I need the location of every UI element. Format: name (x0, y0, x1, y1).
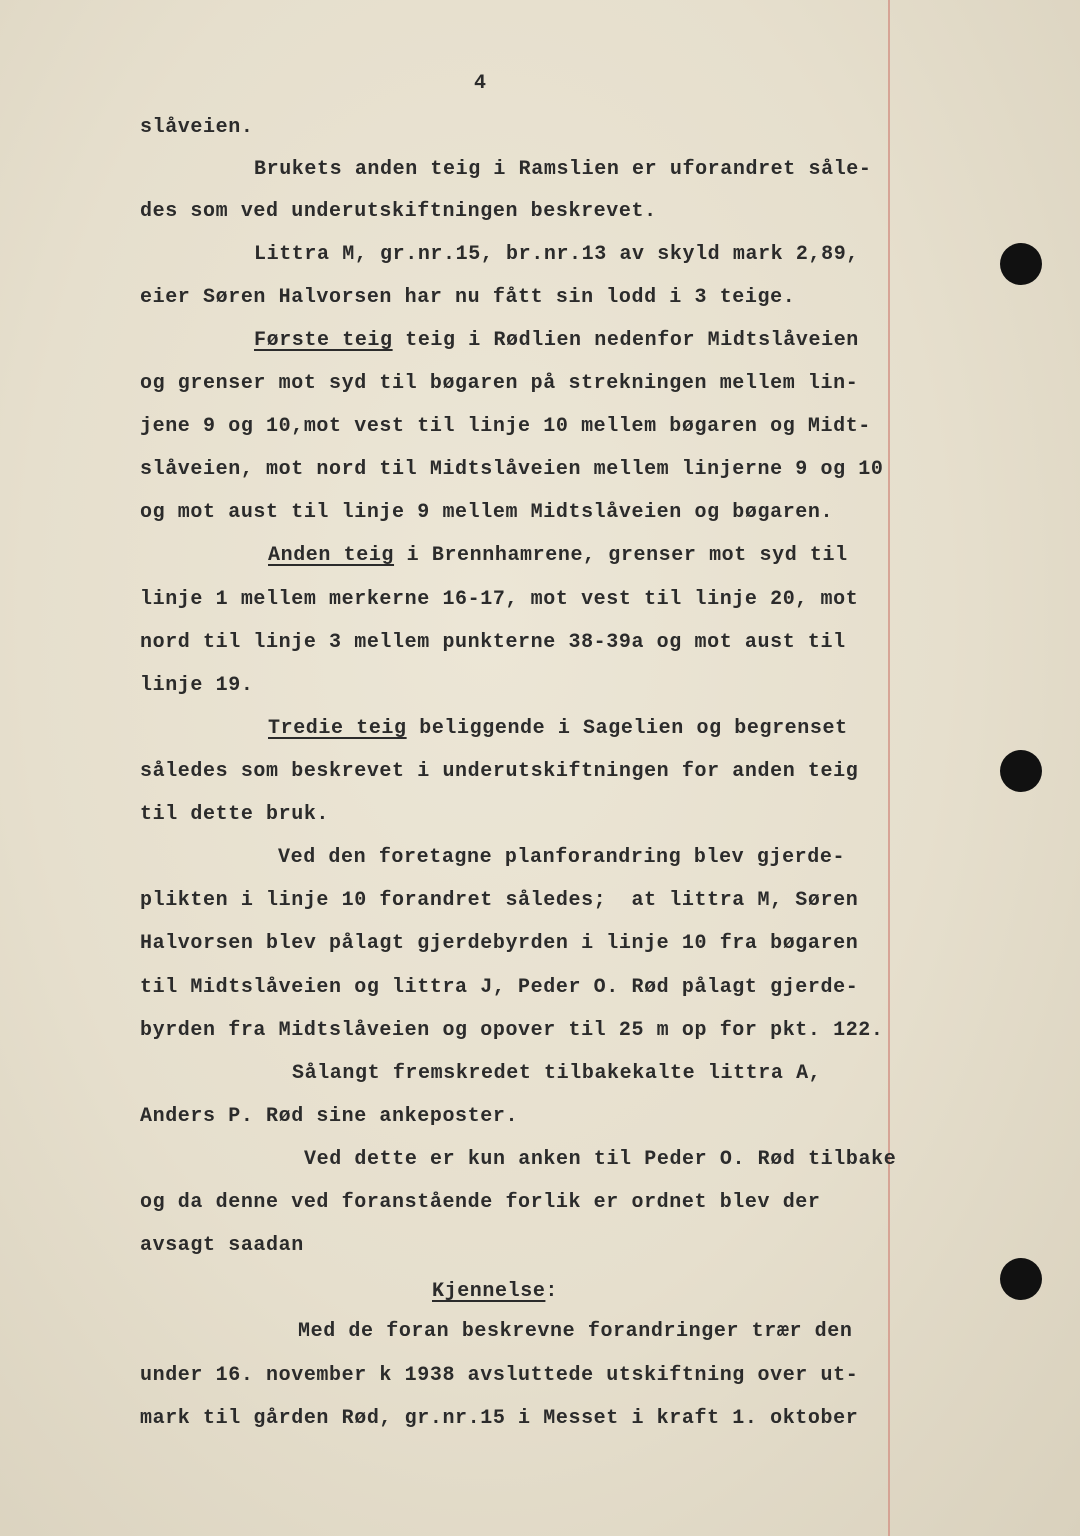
text-segment: teig i Rødlien nedenfor Midtslåveien (392, 329, 859, 352)
text-line (140, 458, 884, 482)
text-line (304, 1148, 896, 1172)
text-segment: plikten i linje 10 forandret således; at littra M, Søren (140, 889, 859, 912)
text-segment: : (545, 1280, 559, 1303)
punch-hole-bottom (1000, 1258, 1042, 1300)
text-line (140, 200, 657, 224)
text-line (140, 932, 858, 956)
text-line (254, 158, 872, 182)
text-segment: Ved dette er kun anken til Peder O. Rød tilbake (304, 1148, 897, 1171)
text-line (140, 116, 253, 140)
text-line (140, 286, 795, 310)
margin-rule (888, 0, 890, 1536)
text-segment: Ved den foretagne planforandring blev gjerde- (278, 846, 846, 869)
text-segment: Littra M, gr.nr.15, br.nr.13 av skyld mark 2,89, (254, 243, 859, 266)
text-line (140, 372, 858, 396)
text-segment: i Brennhamrene, grenser mot syd til (394, 544, 848, 567)
text-segment: mark til gården Rød, gr.nr.15 i Messet i kraft 1. oktober (140, 1407, 859, 1430)
text-line (278, 846, 845, 870)
text-line (140, 976, 858, 1000)
text-segment: og grenser mot syd til bøgaren på strekningen mellem lin- (140, 372, 859, 395)
text-segment: Halvorsen blev pålagt gjerdebyrden i linje 10 fra bøgaren (140, 932, 859, 955)
text-line (140, 889, 858, 913)
text-line (254, 329, 859, 353)
text-line (140, 501, 833, 525)
text-segment: beliggende i Sagelien og begrenset (406, 717, 848, 740)
text-segment: Med de foran beskrevne forandringer trær den (298, 1320, 853, 1343)
text-line (140, 1234, 304, 1258)
text-segment: des som ved underutskiftningen beskrevet. (140, 200, 657, 223)
text-segment: under 16. november k 1938 avsluttede utskiftning over ut- (140, 1364, 859, 1387)
text-line (140, 803, 329, 827)
text-segment: jene 9 og 10,mot vest til linje 10 mellem bøgaren og Midt- (140, 415, 871, 438)
underlined-heading: Tredie teig (268, 717, 407, 740)
text-segment: avsagt saadan (140, 1234, 304, 1257)
text-line (432, 1280, 558, 1304)
text-line (268, 544, 848, 568)
text-segment: slåveien, mot nord til Midtslåveien mellem linjerne 9 og 10 (140, 458, 884, 481)
text-line (140, 1105, 518, 1129)
text-segment: linje 1 mellem merkerne 16-17, mot vest til linje 20, mot (140, 588, 859, 611)
underlined-heading: Første teig (254, 329, 393, 352)
text-segment: Anders P. Rød sine ankeposter. (140, 1105, 519, 1128)
text-segment: linje 19. (140, 674, 254, 697)
text-segment: til dette bruk. (140, 803, 330, 826)
text-line (140, 1019, 884, 1043)
text-line (140, 631, 846, 655)
page-number: 4 (474, 72, 487, 95)
text-line (292, 1062, 821, 1086)
text-line (268, 717, 848, 741)
underlined-heading: Kjennelse (432, 1280, 546, 1303)
text-segment: Brukets anden teig i Ramslien er uforandret såle- (254, 158, 872, 181)
punch-hole-middle (1000, 750, 1042, 792)
text-segment: således som beskrevet i underutskiftningen for anden teig (140, 760, 859, 783)
text-line (140, 588, 858, 612)
text-line (140, 1191, 821, 1215)
underlined-heading: Anden teig (268, 544, 395, 567)
text-segment: nord til linje 3 mellem punkterne 38-39a og mot aust til (140, 631, 846, 654)
text-segment: og mot aust til linje 9 mellem Midtslåveien og bøgaren. (140, 501, 834, 524)
text-line (140, 1407, 858, 1431)
text-line (140, 415, 871, 439)
text-segment: eier Søren Halvorsen har nu fått sin lodd i 3 teige. (140, 286, 796, 309)
text-segment: Sålangt fremskredet tilbakekalte littra A, (292, 1062, 822, 1085)
text-segment: byrden fra Midtslåveien og opover til 25 m op for pkt. 122. (140, 1019, 884, 1042)
text-line (254, 243, 859, 267)
text-segment: og da denne ved foranstående forlik er ordnet blev der (140, 1191, 821, 1214)
text-line (140, 1364, 858, 1388)
punch-hole-top (1000, 243, 1042, 285)
text-segment: slåveien. (140, 116, 254, 139)
text-line (140, 674, 253, 698)
text-line (298, 1320, 853, 1344)
text-line (140, 760, 858, 784)
text-segment: til Midtslåveien og littra J, Peder O. Rød pålagt gjerde- (140, 976, 859, 999)
